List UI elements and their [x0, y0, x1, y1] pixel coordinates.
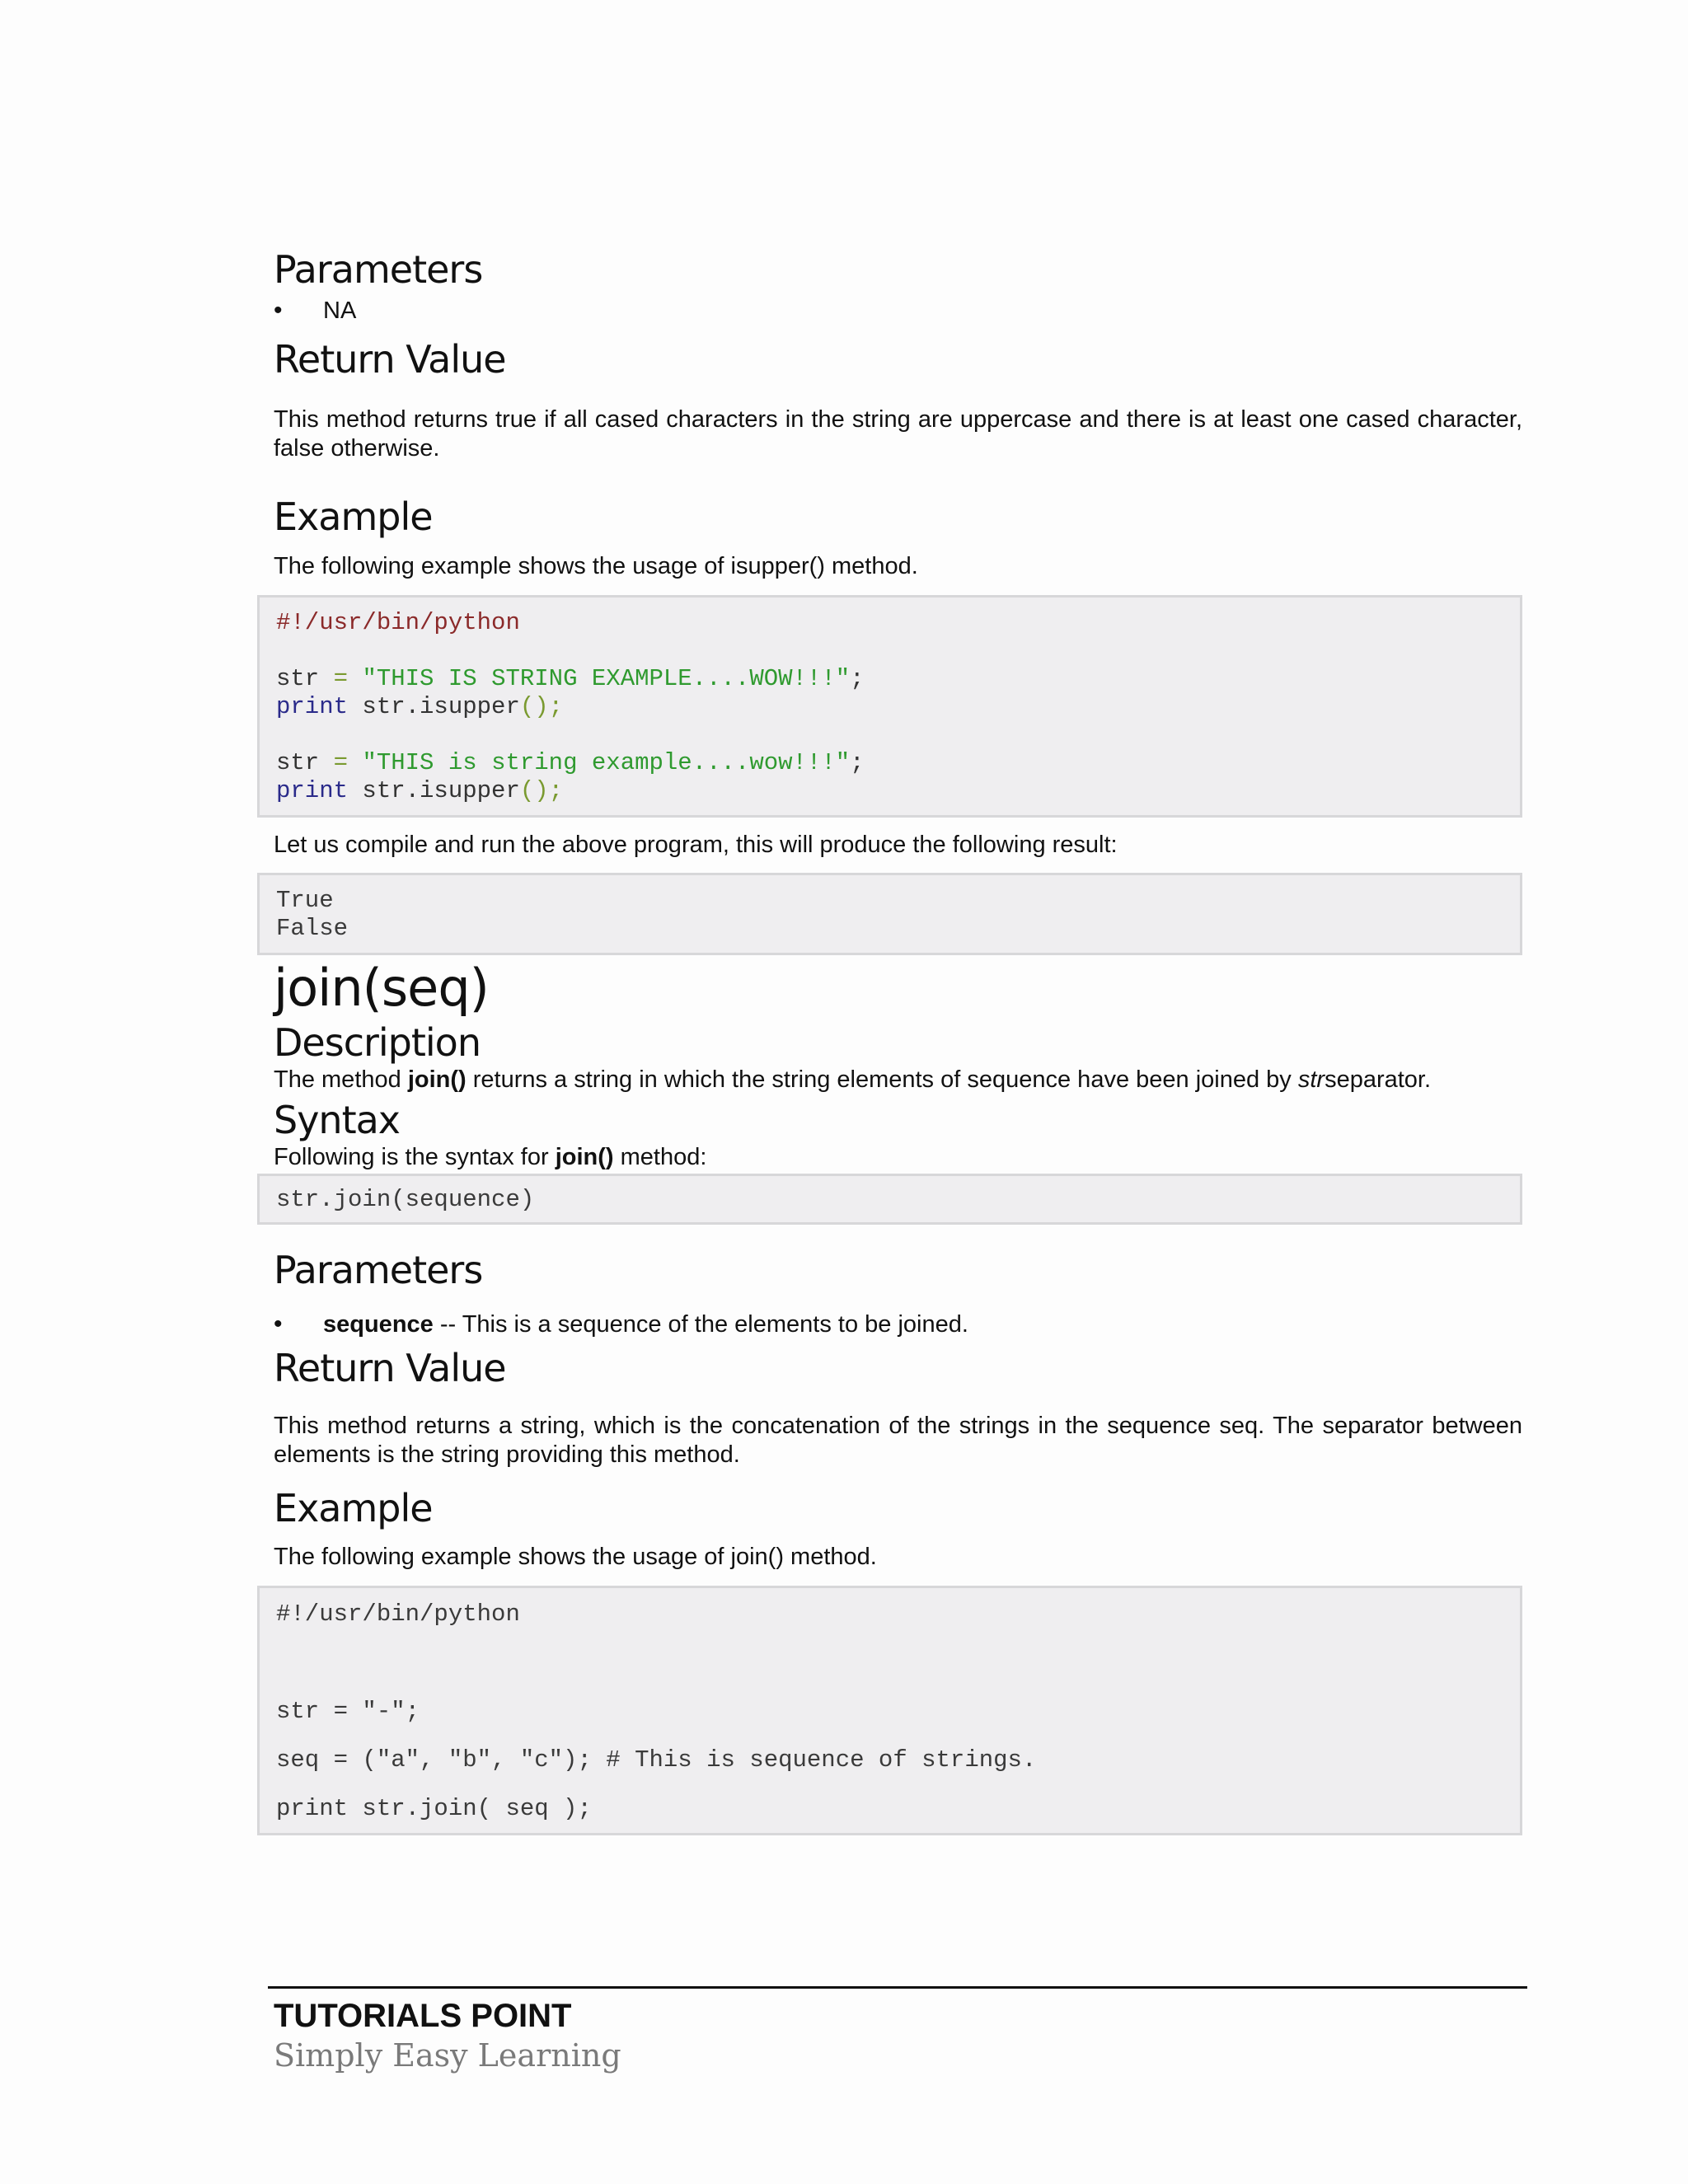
code-line: print str.join( seq );: [276, 1794, 592, 1822]
example-heading-2: Example: [274, 1485, 433, 1530]
method-title: join(seq): [274, 957, 489, 1018]
parameters-heading-2: Parameters: [274, 1248, 483, 1293]
footer-divider: [268, 1986, 1527, 1989]
example-intro-2: The following example shows the usage of join() method.: [274, 1543, 877, 1570]
return-value-heading-2: Return Value: [274, 1346, 506, 1391]
code-line: print str.isupper();: [276, 776, 564, 804]
code-line: str = "THIS IS STRING EXAMPLE....WOW!!!";: [276, 664, 865, 692]
code-block-isupper: [257, 595, 1522, 818]
code-line: str = "THIS is string example....wow!!!";: [276, 748, 865, 776]
result-line: True: [276, 886, 334, 914]
syntax-code: str.join(sequence): [276, 1186, 535, 1214]
code-blank-line: [276, 1638, 1503, 1687]
syntax-intro: Following is the syntax for join() method:: [274, 1144, 707, 1171]
footer-brand: TUTORIALS POINT: [274, 1998, 572, 2034]
example-intro: The following example shows the usage of isupper() method.: [274, 552, 918, 579]
parameters-list-2: [274, 1310, 1522, 1339]
description-heading: Description: [274, 1019, 481, 1065]
code-blank-line: [276, 637, 1503, 665]
result-intro: Let us compile and run the above program, this will produce the following result:: [274, 831, 1118, 858]
code-blank-line: [276, 721, 1503, 749]
page-content: [274, 247, 1522, 1835]
code-line: str = "-";: [276, 1697, 420, 1725]
return-value-text: This method returns true if all cased characters in the string are uppercase and there is at least one cased character, false otherwise.: [274, 406, 1522, 462]
result-output-block: [257, 873, 1522, 955]
parameter-item: • sequence -- This is a sequence of the elements to be joined.: [274, 1310, 1522, 1339]
syntax-code-block: [257, 1174, 1522, 1225]
parameters-list: [274, 296, 1522, 326]
parameter-item: • NA: [274, 296, 1522, 326]
parameters-heading: Parameters: [274, 247, 483, 292]
example-heading: Example: [274, 494, 433, 540]
code-line: seq = ("a", "b", "c"); # This is sequence of strings.: [276, 1746, 1037, 1774]
footer-tagline: Simply Easy Learning: [274, 2037, 621, 2074]
code-block-join: [257, 1586, 1522, 1835]
description-text: The method join() returns a string in which the string elements of sequence have been joined by strseparator.: [274, 1066, 1432, 1094]
result-line: False: [276, 914, 349, 942]
return-value-heading: Return Value: [274, 337, 506, 382]
syntax-heading: Syntax: [274, 1098, 401, 1143]
code-line: print str.isupper();: [276, 692, 564, 720]
return-value-text-2: This method returns a string, which is the concatenation of the strings in the sequence seq. The separator between elements is the string providing this method.: [274, 1412, 1522, 1468]
code-shebang: #!/usr/bin/python: [276, 608, 520, 636]
code-shebang: #!/usr/bin/python: [276, 1600, 520, 1628]
